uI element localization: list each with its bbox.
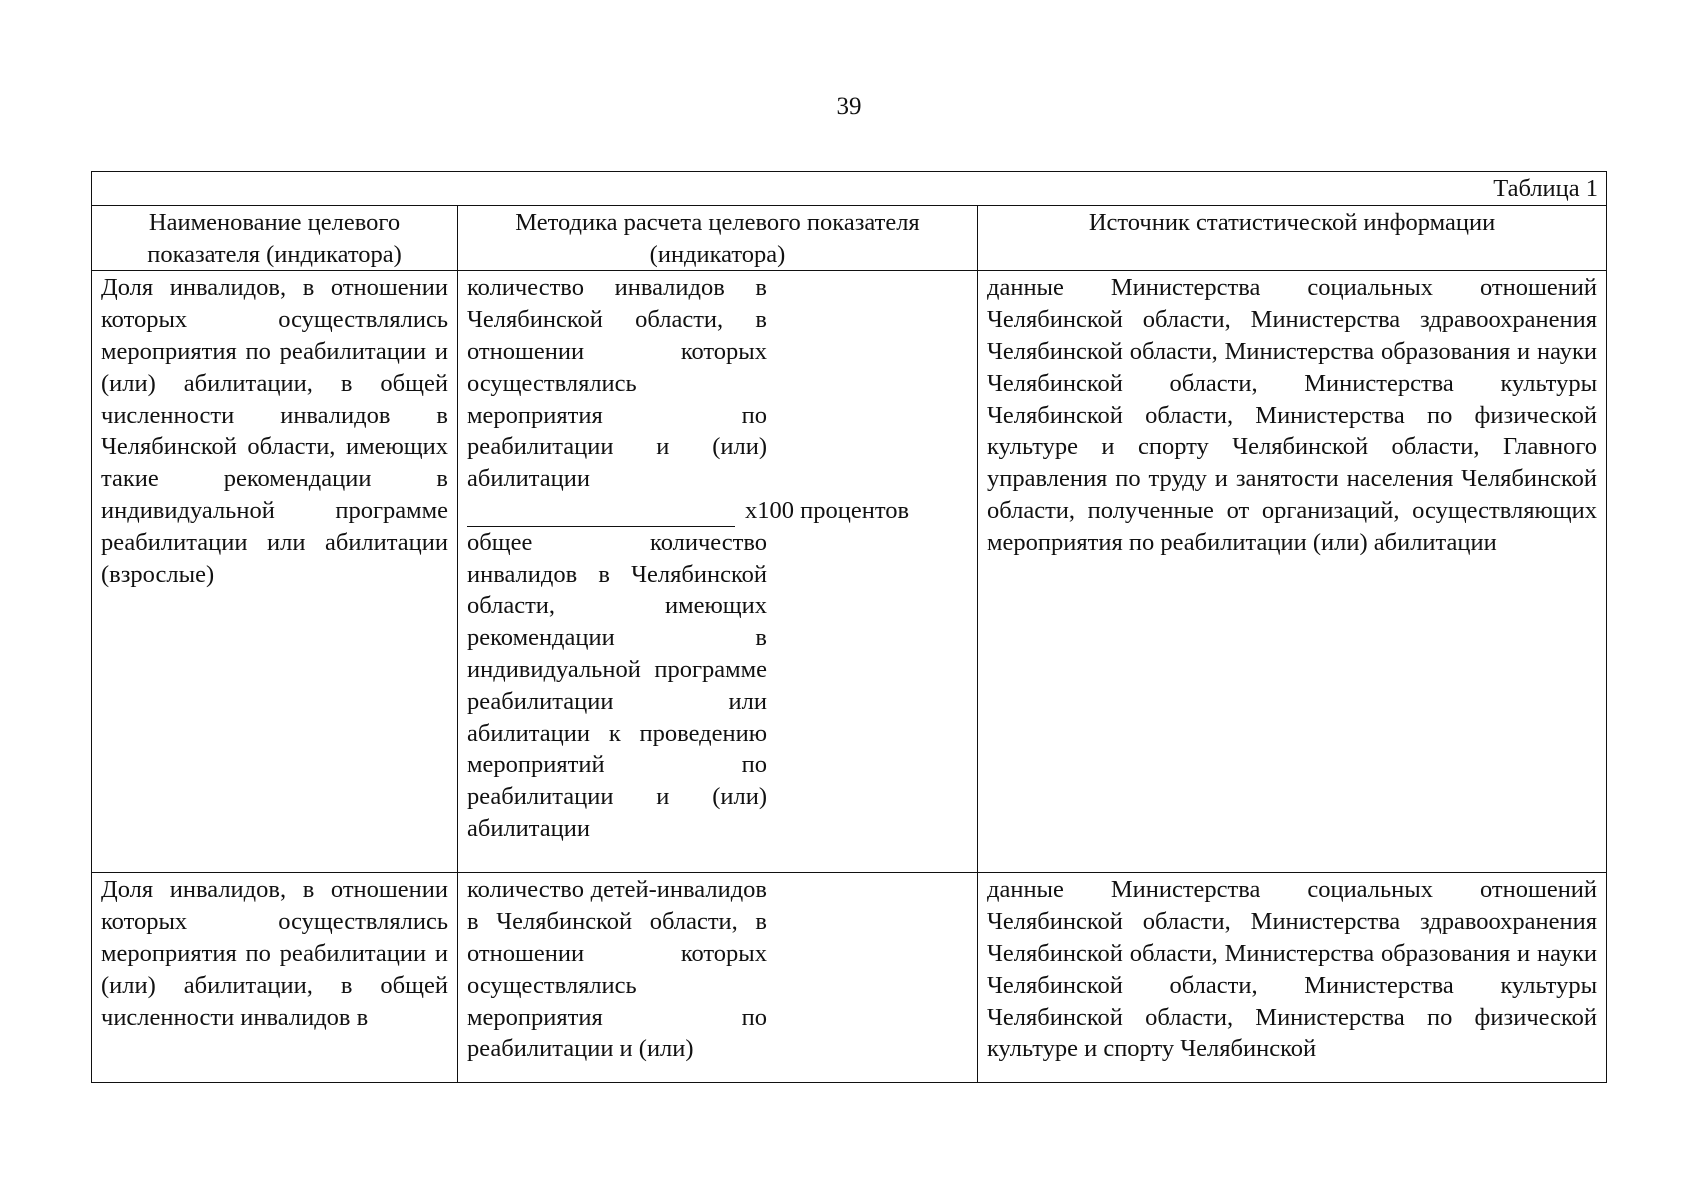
- formula-numerator: количество инвалидов в Челябинской области, в отношении которых осуществлялись мероприятия по реабилитации и (или) абилитации: [467, 274, 767, 493]
- formula-multiplier: x100 процентов: [745, 496, 910, 524]
- statistics-source-cell: [978, 873, 1607, 1083]
- table-row: [92, 271, 1607, 873]
- statistics-source: данные Министерства социальных отношений Челябинской области, Министерства здравоохранения Челябинской области, Министерства образования и науки Челябинской области, Министерства культуры Челябинской области, Министерства по физической культуре и спорту Челябинской области, Главного управления по труду и занятости населения Челябинской области, полученные от организаций, осуществляющих мероприятия по реабилитации (или) абилитации: [987, 274, 1598, 556]
- formula-denominator: общее количество инвалидов в Челябинской области, имеющих рекомендации в индивидуальной программе реабилитации или абилитации к проведению мероприятий по реабилитации и (или) абилитации: [467, 528, 767, 842]
- header-indicator-name: Наименование целевого показателя (индикатора): [92, 205, 458, 271]
- indicator-name: Доля инвалидов, в отношении которых осуществлялись мероприятия по реабилитации и (или) абилитации, в общей численности инвалидов в Челябинской области, имеющих такие рекомендации в индивидуальной программе реабилитации или абилитации (взрослые): [101, 274, 448, 588]
- table-row: [92, 873, 1607, 1083]
- page-number: 39: [836, 93, 862, 120]
- statistics-source-cell: [978, 271, 1607, 873]
- indicator-name-cell: [92, 271, 458, 873]
- indicator-name-cell: [92, 873, 458, 1083]
- calculation-method-cell: [458, 873, 978, 1083]
- formula-fraction-line: [467, 495, 968, 527]
- indicators-table: [91, 171, 1607, 1083]
- header-calculation-method: Методика расчета целевого показателя (индикатора): [458, 205, 978, 271]
- table-header-row: [92, 205, 1607, 271]
- header-statistics-source: Источник статистической информации: [978, 205, 1607, 271]
- fraction-bar: [467, 504, 735, 527]
- calculation-method-cell: [458, 271, 978, 873]
- table-caption-row: [92, 172, 1607, 206]
- indicator-name: Доля инвалидов, в отношении которых осуществлялись мероприятия по реабилитации и (или) абилитации, в общей численности инвалидов в: [101, 876, 448, 1031]
- table-caption: Таблица 1: [92, 172, 1607, 206]
- statistics-source: данные Министерства социальных отношений Челябинской области, Министерства здравоохранения Челябинской области, Министерства образования и науки Челябинской области, Министерства культуры Челябинской области, Министерства по физической культуре и спорту Челябинской: [987, 876, 1598, 1063]
- formula-numerator: количество детей-инвалидов в Челябинской области, в отношении которых осуществлялись мероприятия по реабилитации и (или): [467, 876, 767, 1063]
